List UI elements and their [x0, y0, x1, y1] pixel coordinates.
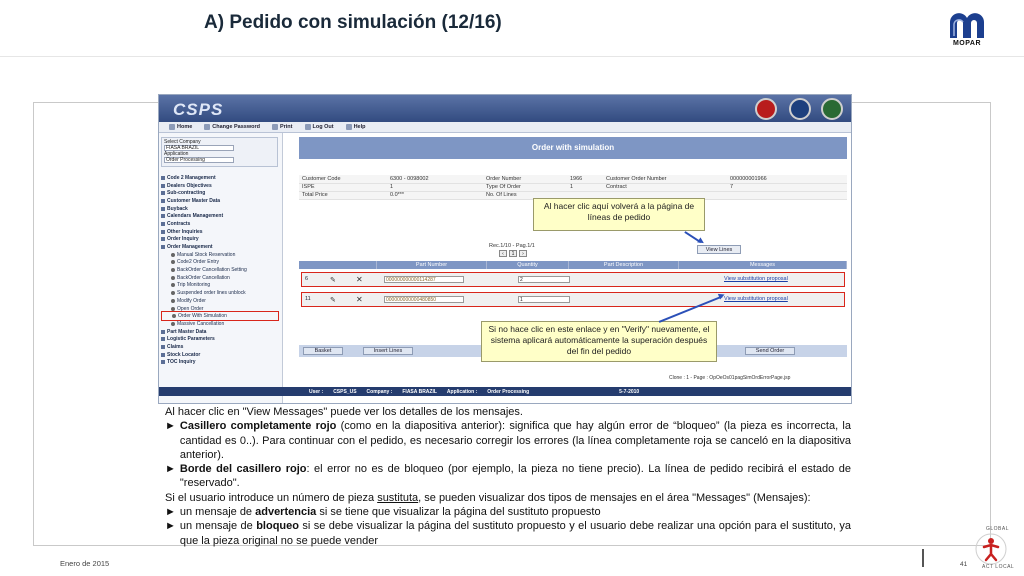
nav-item-stock-locator[interactable]: Stock Locator — [161, 351, 281, 359]
next-page-button[interactable]: › — [519, 250, 527, 257]
toolbar-logout[interactable]: Log Out — [305, 124, 334, 130]
company-selector — [161, 137, 278, 167]
pager-text: Rec.1/10 - Pag.1/1 — [489, 243, 535, 249]
expand-icon — [161, 207, 165, 211]
bullet-arrow-icon: ► — [165, 420, 176, 433]
info-cell: No. Of Lines — [483, 191, 567, 199]
info-cell: 1 — [387, 183, 483, 191]
help-icon — [346, 124, 352, 130]
toolbar-help[interactable]: Help — [346, 124, 366, 130]
nav-item-dealers-objectives[interactable]: Dealers Objectives — [161, 182, 281, 190]
info-cell: Total Price — [299, 191, 387, 199]
title-divider — [0, 56, 1024, 57]
bullet-icon — [171, 291, 175, 295]
bullet-icon — [171, 283, 175, 287]
nav-item-order-with-simulation[interactable]: Order With Simulation — [162, 312, 278, 320]
page-header: Order with simulation — [299, 137, 847, 159]
select-company-label: Select Company — [164, 139, 201, 145]
nav-item-order-management[interactable]: Order Management — [161, 243, 281, 251]
nav-item-logistic-parameters[interactable]: Logistic Parameters — [161, 335, 281, 343]
bullet-arrow-icon: ► — [165, 506, 176, 519]
part-number-field[interactable]: 000000000000480850 — [384, 296, 464, 303]
bullet-icon — [171, 260, 175, 264]
expand-icon — [161, 199, 165, 203]
prev-page-button[interactable]: ‹ — [499, 250, 507, 257]
lancia-logo-icon — [789, 98, 811, 120]
col-quantity: Quantity — [487, 261, 569, 269]
slide-title: A) Pedido con simulación (12/16) — [204, 12, 502, 33]
nav-item-claims[interactable]: Claims — [161, 343, 281, 351]
insert-lines-button[interactable]: Insert Lines — [363, 347, 413, 355]
alfa-romeo-logo-icon — [821, 98, 843, 120]
quantity-field[interactable]: 1 — [518, 296, 570, 303]
callout-view-lines: Al hacer clic aquí volverá a la página de líneas de pedido — [533, 198, 705, 231]
col-part-description: Part Description — [569, 261, 679, 269]
nav-item-open-order[interactable]: Open Order — [161, 305, 281, 313]
pager-controls — [499, 250, 527, 257]
page-number: 41 — [960, 561, 968, 568]
mopar-logo-text: MOPAR — [952, 40, 982, 47]
nav-item-manual-stock-reservation[interactable]: Manual Stock Reservation — [161, 251, 281, 259]
bullet-arrow-icon: ► — [165, 520, 176, 533]
delete-icon[interactable]: ✕ — [356, 295, 363, 304]
print-icon — [272, 124, 278, 130]
app-toolbar — [159, 122, 852, 133]
expand-icon — [161, 230, 165, 234]
slide-body — [165, 405, 851, 548]
status-bar: User : CSPS_US Company : FIASA BRAZIL Application : Order Processing 5-7-2010 — [159, 387, 852, 396]
main-panel — [299, 137, 847, 404]
expand-icon — [161, 176, 165, 180]
company-select[interactable]: FIASA BRAZIL — [164, 145, 234, 151]
nav-item-order-inquiry[interactable]: Order Inquiry — [161, 236, 281, 244]
info-cell: Contract — [603, 183, 727, 191]
nav-item-customer-master-data[interactable]: Customer Master Data — [161, 197, 281, 205]
expand-icon — [161, 214, 165, 218]
home-icon — [169, 124, 175, 130]
nav-item-trip-monitoring[interactable]: Trip Monitoring — [161, 282, 281, 290]
row-number: 6 — [305, 276, 309, 282]
part-number-field[interactable]: 000000000000114287 — [384, 276, 464, 283]
nav-item-code2-order-entry[interactable]: Code2 Order Entry — [161, 259, 281, 267]
application-label: Application — [164, 151, 189, 157]
nav-item-other-inquiries[interactable]: Other Inquiries — [161, 228, 281, 236]
footer-date: Enero de 2015 — [60, 559, 110, 568]
expand-icon — [161, 345, 165, 349]
logout-icon — [305, 124, 311, 130]
order-line-row — [301, 272, 845, 287]
key-icon — [204, 124, 210, 130]
bullet-icon — [171, 322, 175, 326]
nav-item-buyback[interactable]: Buyback — [161, 205, 281, 213]
bullet-item: ► un mensaje de advertencia si se tiene que visualizar la página del sustituto propuesto — [165, 506, 601, 519]
page-path: Clone : 1 - Page : OpOeOs01pagSimOrdErrorPage.jsp — [669, 375, 791, 381]
info-cell: 1966 — [567, 175, 603, 183]
nav-item-backorder-cancellation-setting[interactable]: BackOrder Cancellation Setting — [161, 266, 281, 274]
mopar-logo-icon — [942, 8, 992, 40]
info-row — [299, 183, 847, 191]
toolbar-print[interactable]: Print — [272, 124, 293, 130]
bullet-item: ► un mensaje de bloqueo si se debe visualizar la página del sustituto propuesto y el usuario debe realizar una opción para el sustituto, ya que la pieza original no se puede vender — [165, 520, 852, 547]
bullet-item: ► Casillero completamente rojo (como en la diapositiva anterior): significa que hay algún error de “bloqueo” (la pieza es incorrecta, la cantidad es 0..). Para continuar con el pedido, es necesario corregir los errores (la línea completamente roja se canceló en la diapositiva anterior). — [165, 420, 851, 461]
info-cell: ISPE — [299, 183, 387, 191]
expand-icon — [161, 330, 165, 334]
bullet-icon — [171, 299, 175, 303]
info-cell: Type Of Order — [483, 183, 567, 191]
toolbar-home[interactable]: Home — [169, 124, 192, 130]
info-cell: 0.0*** — [387, 191, 483, 199]
status-application: Order Processing — [487, 388, 530, 395]
quantity-field[interactable]: 2 — [518, 276, 570, 283]
fiat-logo-icon — [755, 98, 777, 120]
think-global-logo: GLOBAL ACT LOCAL — [962, 522, 1020, 576]
bullet-icon — [171, 253, 175, 257]
basket-button[interactable]: Basket — [303, 347, 343, 355]
nav-item-backorder-cancellation[interactable]: BackOrder Cancellation — [161, 274, 281, 282]
expand-icon — [161, 237, 165, 241]
nav-item-suspended-order-lines-unblock[interactable]: Suspended order lines unblock — [161, 289, 281, 297]
edit-icon[interactable]: ✎ — [330, 297, 336, 304]
info-cell: Order Number — [483, 175, 567, 183]
bullet-item: ► Borde del casillero rojo: el error no es de bloqueo (por ejemplo, la pieza no tiene precio). La línea de pedido recibirá el estado de "reservado". — [165, 463, 851, 490]
bullet-icon — [171, 307, 175, 311]
order-line-row — [301, 292, 845, 307]
grid-header — [299, 261, 847, 269]
bullet-icon — [171, 268, 175, 272]
page-select[interactable]: 1 — [509, 250, 517, 257]
nav-item-part-master-data[interactable]: Part Master Data — [161, 328, 281, 336]
nav-item-toc-inquiry[interactable]: TOC Inquiry — [161, 359, 281, 367]
order-info-table — [299, 175, 847, 200]
nav-item-sub-contracting[interactable]: Sub-contracting — [161, 189, 281, 197]
body-paragraph: Si el usuario introduce un número de pieza sustituta, se pueden visualizar dos tipos de mensajes en el área "Messages" (Mensajes): — [165, 491, 811, 504]
expand-icon — [161, 191, 165, 195]
col-messages: Messages — [679, 261, 847, 269]
expand-icon — [161, 337, 165, 341]
view-lines-button[interactable]: View Lines — [697, 245, 741, 254]
bullet-icon — [171, 276, 175, 280]
expand-icon — [161, 353, 165, 357]
expand-icon — [161, 245, 165, 249]
view-substitution-link[interactable]: View substitution proposal — [724, 296, 788, 302]
expand-icon — [161, 184, 165, 188]
info-cell: 7 — [727, 183, 847, 191]
info-cell: 1 — [567, 183, 603, 191]
info-cell: Customer Code — [299, 175, 387, 183]
edit-icon[interactable]: ✎ — [330, 277, 336, 284]
info-cell — [727, 191, 847, 199]
row-number: 11 — [305, 296, 311, 302]
application-select[interactable]: Order Processing — [164, 157, 234, 163]
col-part-number: Part Number — [377, 261, 487, 269]
send-order-button[interactable]: Send Order — [745, 347, 795, 355]
callout-substitution: Si no hace clic en este enlace y en "Verify" nuevamente, el sistema aplicará automáticamente la superación después del fin del pedido — [481, 321, 717, 362]
info-row — [299, 175, 847, 183]
bullet-arrow-icon: ► — [165, 463, 176, 476]
view-substitution-link[interactable]: View substitution proposal — [724, 276, 788, 282]
body-paragraph: Al hacer clic en "View Messages" puede ver los detalles de los mensajes. — [165, 406, 523, 418]
nav-item-massive-cancellation[interactable]: Massive Cancellation — [161, 320, 281, 328]
nav-item-contracts[interactable]: Contracts — [161, 220, 281, 228]
footer-divider — [922, 549, 924, 567]
info-cell: Customer Order Number — [603, 175, 727, 183]
toolbar-change-password[interactable]: Change Password — [204, 124, 260, 130]
left-navigation — [159, 133, 283, 404]
expand-icon — [161, 222, 165, 226]
nav-item-code-2-management[interactable]: Code 2 Management — [161, 174, 281, 182]
info-cell: 000000001966 — [727, 175, 847, 183]
delete-icon[interactable]: ✕ — [356, 275, 363, 284]
expand-icon — [161, 360, 165, 364]
nav-item-modify-order[interactable]: Modify Order — [161, 297, 281, 305]
status-user: CSPS_US — [333, 388, 357, 395]
bullet-icon — [172, 314, 176, 318]
csps-logo: CSPS — [173, 100, 224, 119]
app-banner — [159, 95, 852, 122]
status-company: FIASA BRAZIL — [402, 388, 437, 395]
nav-menu — [161, 174, 281, 366]
info-cell: 6300 - 0098002 — [387, 175, 483, 183]
nav-item-calendars-management[interactable]: Calendars Management — [161, 212, 281, 220]
status-date: 5-7-2010 — [619, 388, 640, 395]
mopar-logo — [942, 8, 992, 54]
